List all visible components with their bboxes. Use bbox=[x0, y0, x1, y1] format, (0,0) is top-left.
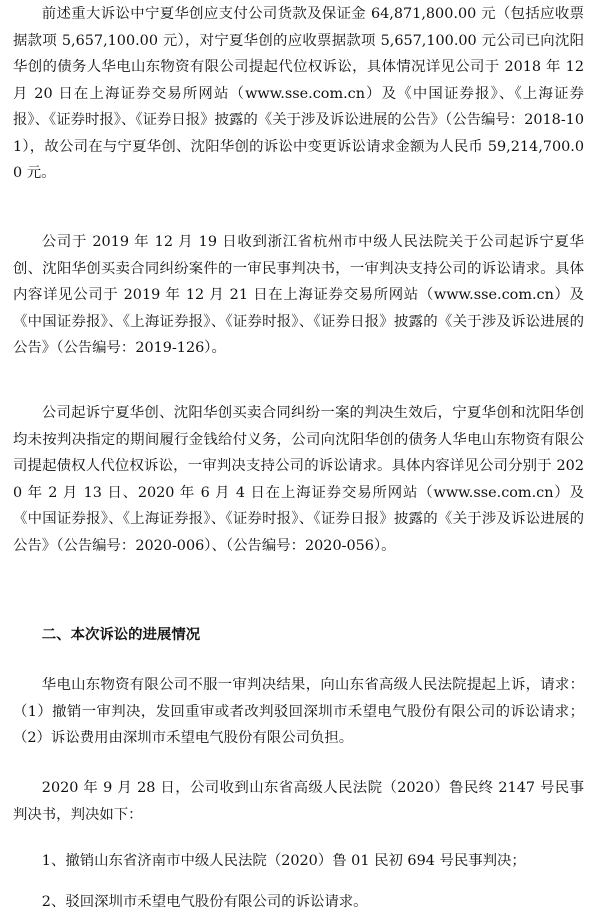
paragraph-appeal: 华电山东物资有限公司不服一审判决结果，向山东省高级人民法院提起上诉，请求：（1）撤销一审判决，发回重审或者改判驳回深圳市禾望电气股份有限公司的诉讼请求；（2）诉讼费用由深圳市禾望电气股份有限公司负担。 bbox=[13, 677, 584, 746]
paragraph-litigation-background: 前述重大诉讼中宁夏华创应支付公司货款及保证金 64,871,800.00 元（包括应收票据款项 5,657,100.00 元），对宁夏华创的应收票据款项 5,657,100.00 元公司已向沈阳华创的债务人华电山东物资有限公司提起代位权诉讼，具体情况详见公司于 2018 年 12 月 20 日在上海证券交易所网站（www.sse.com.cn）及《中国证券报》、《上海证券报》、《证券时报》、《证券日报》披露的《关于涉及诉讼进展的公告》（公告编号：2018-101），故公司在与宁夏华创、沈阳华创的诉讼中变更诉讼请求金额为人民币 59,214,700.00 元。 bbox=[13, 6, 584, 181]
judgment-item-1: 1、撤销山东省济南市中级人民法院（2020）鲁 01 民初 694 号民事判决； bbox=[41, 853, 526, 869]
paragraph-subrogation-suit: 公司起诉宁夏华创、沈阳华创买卖合同纠纷一案的判决生效后，宁夏华创和沈阳华创均未按判决指定的期间履行金钱给付义务，公司向沈阳华创的债务人华电山东物资有限公司提起债权人代位权诉讼，一审判决支持公司的诉讼请求。具体内容详见公司分别于 2020 年 2 月 13 日、2020 年 6 月 4 日在上海证券交易所网站（www.sse.com.cn）及《中国证券报》、《上海证券报》、《证券时报》、《证券日报》披露的《关于涉及诉讼进展的公告》（公告编号：2020-006）、（公告编号：2020-056）。 bbox=[13, 405, 584, 554]
paragraph-second-instance-receipt: 2020 年 9 月 28 日，公司收到山东省高级人民法院（2020）鲁民终 2147 号民事判决书，判决如下： bbox=[13, 780, 584, 823]
section-heading-progress: 二、本次诉讼的进展情况 bbox=[41, 627, 201, 643]
judgment-item-2: 2、驳回深圳市禾望电气股份有限公司的诉讼请求。 bbox=[41, 894, 368, 910]
paragraph-first-instance-judgment: 公司于 2019 年 12 月 19 日收到浙江省杭州市中级人民法院关于公司起诉宁夏华创、沈阳华创买卖合同纠纷案件的一审民事判决书，一审判决支持公司的诉讼请求。具体内容详见公司于 2019 年 12 月 21 日在上海证券交易所网站（www.sse.com.cn）及《中国证券报》、《上海证券报》、《证券时报》、《证券日报》披露的《关于涉及诉讼进展的公告》（公告编号：2019-126）。 bbox=[13, 234, 584, 356]
